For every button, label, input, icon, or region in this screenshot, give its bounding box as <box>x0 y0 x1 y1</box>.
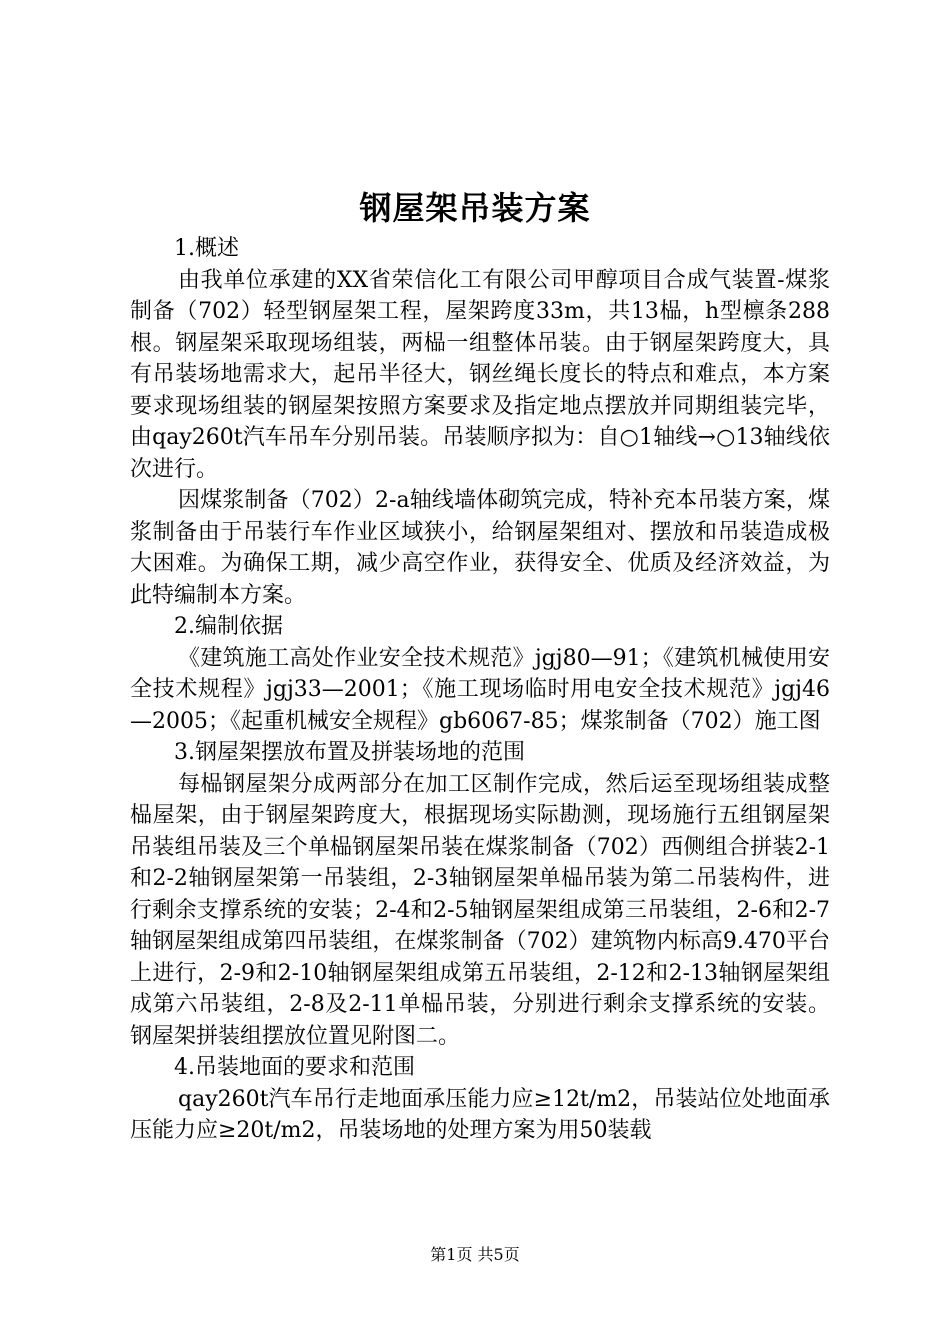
document-body <box>130 233 830 1147</box>
section-heading-layout: 3.钢屋架摆放布置及拼装场地的范围 <box>174 740 525 765</box>
page-number-footer: 第1页 共5页 <box>430 1245 520 1264</box>
paragraph-overview-1: 由我单位承建的XX省荣信化工有限公司甲醇项目合成气装置-煤浆制备（702）轻型钢屋架工程，屋架跨度33m，共13榀，h型檩条288根。钢屋架采取现场组装，两榀一组整体吊装。由于钢屋架跨度大，具有吊装场地需求大，起吊半径大，钢丝绳长度长的特点和难点，本方案要求现场组装的钢屋架按照方案要求及指定地点摆放并同期组装完毕，由qay260t汽车吊车分别吊装。吊装顺序拟为：自○1轴线→○13轴线依次进行。 <box>130 267 830 482</box>
paragraph-overview-2: 因煤浆制备（702）2-a轴线墙体砌筑完成，特补充本吊装方案，煤浆制备由于吊装行车作业区域狭小，给钢屋架组对、摆放和吊装造成极大困难。为确保工期，减少高空作业，获得安全、优质及经济效益，为此特编制本方案。 <box>130 488 830 608</box>
paragraph-layout-1: 每榀钢屋架分成两部分在加工区制作完成，然后运至现场组装成整榀屋架，由于钢屋架跨度大，根据现场实际勘测，现场施行五组钢屋架吊装组吊装及三个单榀钢屋架吊装在煤浆制备（702）西侧组合拼装2-1和2-2轴钢屋架第一吊装组，2-3轴钢屋架单榀吊装为第二吊装构件，进行剩余支撑系统的安装；2-4和2-5轴钢屋架组成第三吊装组，2-6和2-7轴钢屋架组成第四吊装组，在煤浆制备（702）建筑物内标高9.470平台上进行，2-9和2-10轴钢屋架组成第五吊装组，2-12和2-13轴钢屋架组成第六吊装组，2-8及2-11单榀吊装，分别进行剩余支撑系统的安装。钢屋架拼装组摆放位置见附图二。 <box>130 771 830 1049</box>
section-heading-overview: 1.概述 <box>174 236 239 261</box>
paragraph-basis-1: 《建筑施工高处作业安全技术规范》jgj80—91；《建筑机械使用安全技术规程》jgj33—2001；《施工现场临时用电安全技术规范》jgj46—2005；《起重机械安全规程》gb6067-85；煤浆制备（702）施工图 <box>130 645 830 734</box>
document-title: 钢屋架吊装方案 <box>359 189 591 227</box>
section-heading-ground: 4.吊装地面的要求和范围 <box>174 1055 415 1080</box>
paragraph-ground-1: qay260t汽车吊行走地面承压能力应≥12t/m2，吊装站位处地面承压能力应≥20t/m2，吊装场地的处理方案为用50装载 <box>130 1086 830 1143</box>
section-heading-basis: 2.编制依据 <box>174 614 283 639</box>
